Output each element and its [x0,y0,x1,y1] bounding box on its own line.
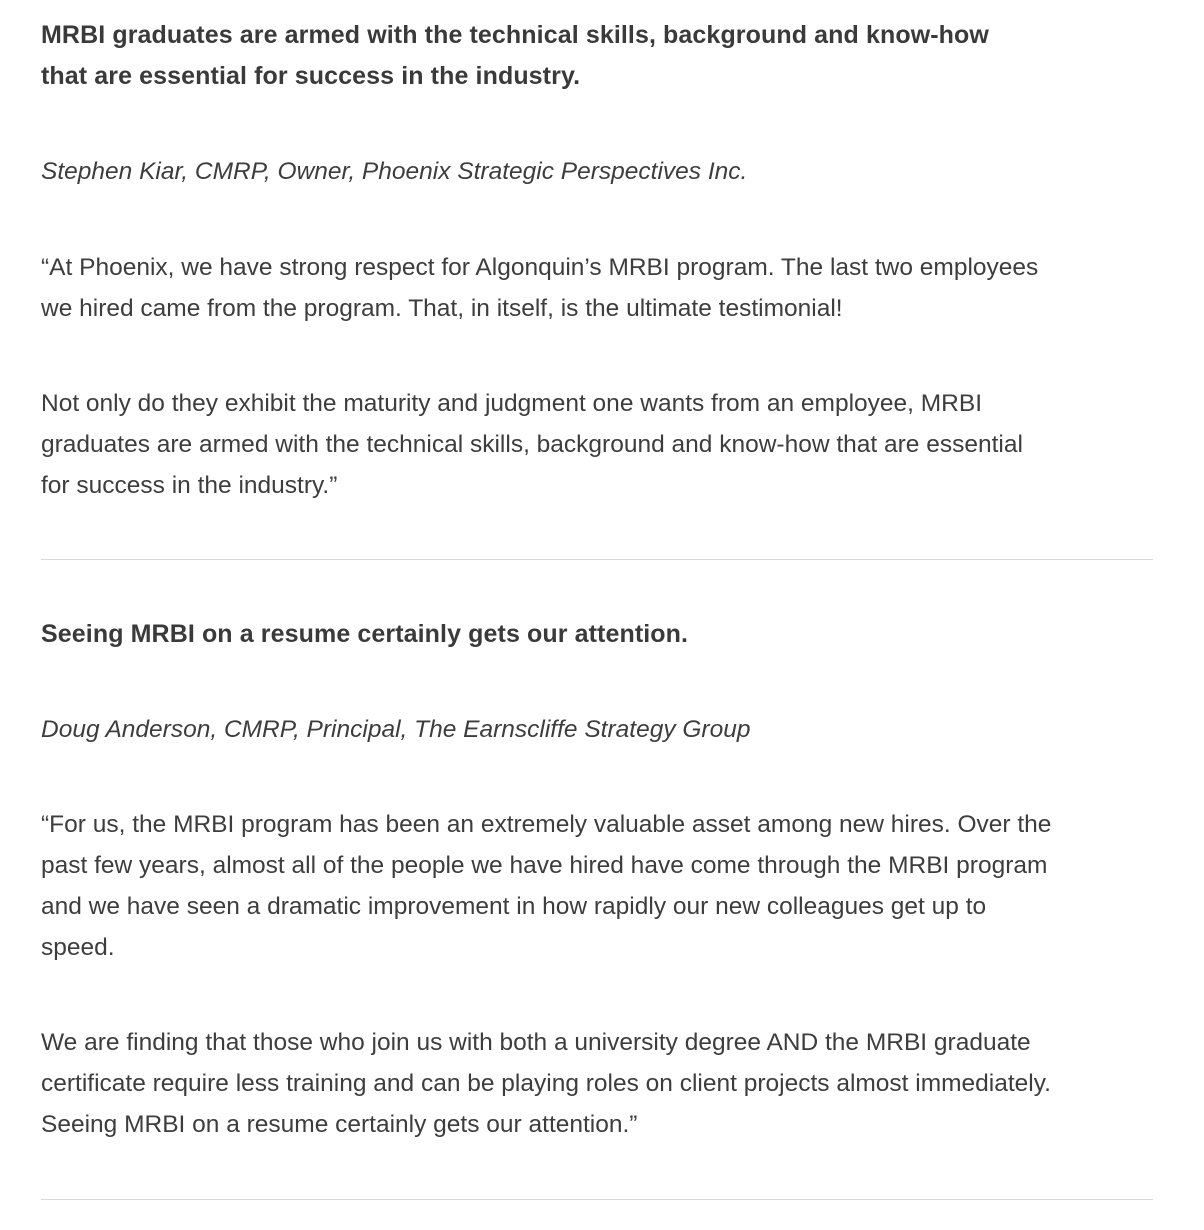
testimonial-headline [41,614,1161,655]
paragraph-line: past few years, almost all of the people we have hired have come through the MRBI program [41,852,1048,879]
testimonial-earnscliffe [41,614,1161,1138]
headline-line: Seeing MRBI on a resume certainly gets our attention. [41,620,689,648]
testimonial-paragraph [41,247,1038,329]
testimonial-paragraph [41,804,1051,968]
paragraph-line: and we have seen a dramatic improvement in how rapidly our new colleagues get up to [41,893,987,920]
paragraph-line: for success in the industry.” [41,472,338,499]
headline-line: MRBI graduates are armed with the technical skills, background and know-how [41,21,989,49]
testimonial-headline [41,15,1161,97]
headline-line: that are essential for success in the industry. [41,62,581,90]
paragraph-line: Seeing MRBI on a resume certainly gets our attention.” [41,1111,638,1138]
paragraph-line: speed. [41,934,115,961]
paragraph-line: we hired came from the program. That, in itself, is the ultimate testimonial! [41,295,843,322]
testimonial-author: Stephen Kiar, CMRP, Owner, Phoenix Strategic Perspectives Inc. [41,158,748,185]
testimonial-paragraph [41,1022,1051,1145]
paragraph-line: “At Phoenix, we have strong respect for Algonquin’s MRBI program. The last two employees [41,254,1039,281]
testimonial-author: Doug Anderson, CMRP, Principal, The Earnscliffe Strategy Group [41,716,751,743]
section-divider [41,559,1153,560]
paragraph-line: “For us, the MRBI program has been an extremely valuable asset among new hires. Over the [41,811,1052,838]
testimonial-paragraph [41,383,1023,506]
paragraph-line: We are finding that those who join us with both a university degree AND the MRBI graduate [41,1029,1031,1056]
testimonial-phoenix [41,15,1161,499]
paragraph-line: graduates are armed with the technical skills, background and know-how that are essential [41,431,1023,458]
section-divider [41,1199,1153,1200]
paragraph-line: Not only do they exhibit the maturity and judgment one wants from an employee, MRBI [41,390,983,417]
paragraph-line: certificate require less training and can be playing roles on client projects almost immediately. [41,1070,1051,1097]
